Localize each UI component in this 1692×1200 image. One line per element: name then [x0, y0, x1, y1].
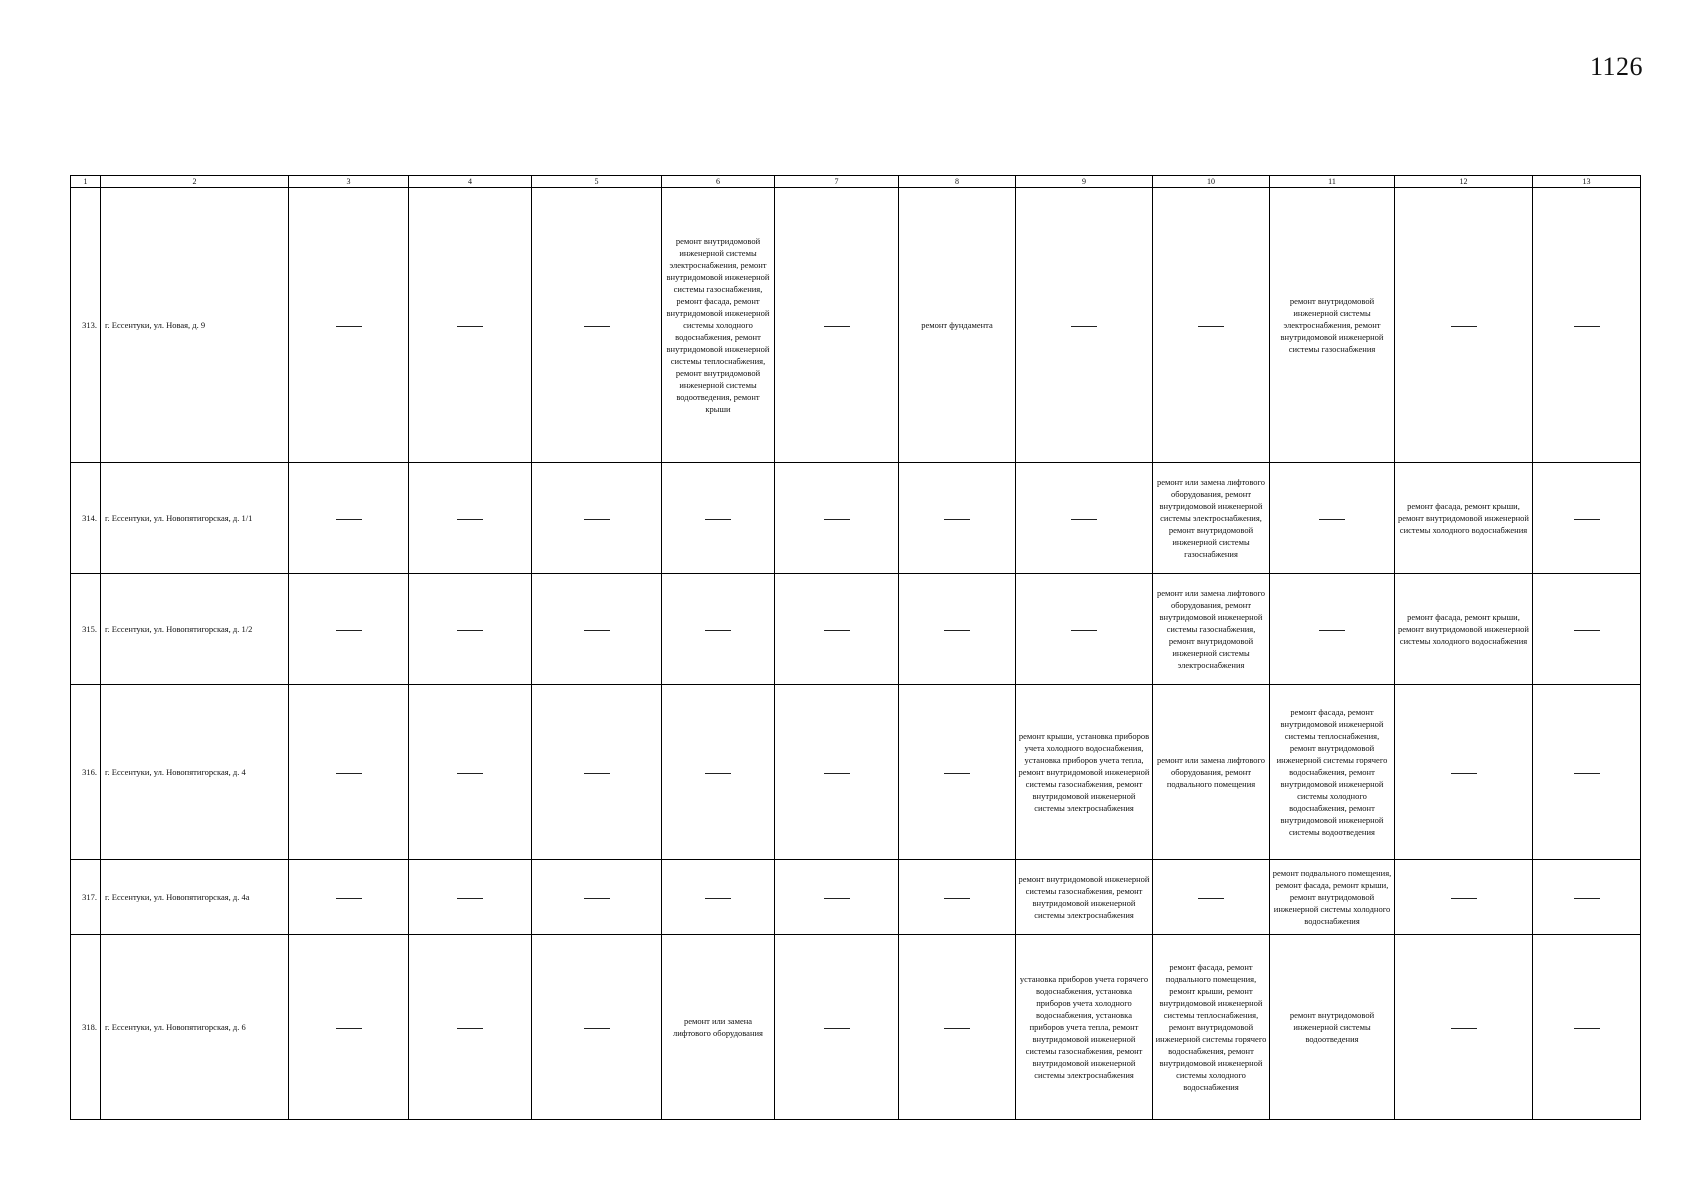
work-cell-col-8	[899, 860, 1016, 935]
dash-mark	[457, 630, 483, 631]
work-cell-col-4	[409, 935, 532, 1120]
column-header-2: 2	[101, 176, 289, 188]
work-cell-col-12: ремонт фасада, ремонт крыши, ремонт внутридомовой инженерной системы холодного водоснабжения	[1395, 574, 1533, 685]
work-cell-col-5	[532, 574, 662, 685]
work-cell-col-9: установка приборов учета горячего водоснабжения, установка приборов учета холодного водоснабжения, установка приборов учета тепла, ремонт внутридомовой инженерной системы газоснабжения, ремонт внутридомовой инженерной системы электроснабжения	[1016, 935, 1153, 1120]
work-cell-col-3	[289, 685, 409, 860]
work-cell-col-8	[899, 574, 1016, 685]
dash-mark	[824, 519, 850, 520]
table-body	[71, 188, 1641, 1120]
work-cell-col-10: ремонт или замена лифтового оборудования, ремонт внутридомовой инженерной системы газоснабжения, ремонт внутридомовой инженерной системы электроснабжения	[1153, 574, 1270, 685]
work-cell-col-10	[1153, 188, 1270, 463]
dash-mark	[824, 326, 850, 327]
works-table	[70, 175, 1641, 1120]
work-cell-col-3	[289, 935, 409, 1120]
table-row	[71, 935, 1641, 1120]
dash-mark	[705, 630, 731, 631]
work-cell-col-4	[409, 574, 532, 685]
work-cell-col-13	[1533, 935, 1641, 1120]
dash-mark	[1574, 630, 1600, 631]
work-cell-col-4	[409, 188, 532, 463]
work-cell-col-12	[1395, 188, 1533, 463]
work-cell-col-13	[1533, 860, 1641, 935]
dash-mark	[1451, 326, 1477, 327]
dash-mark	[457, 326, 483, 327]
dash-mark	[457, 898, 483, 899]
dash-mark	[944, 1028, 970, 1029]
work-cell-col-8	[899, 685, 1016, 860]
dash-mark	[944, 519, 970, 520]
table-row	[71, 188, 1641, 463]
work-cell-col-5	[532, 685, 662, 860]
dash-mark	[824, 630, 850, 631]
column-header-11: 11	[1270, 176, 1395, 188]
row-number: 315.	[71, 574, 101, 685]
work-cell-col-10	[1153, 860, 1270, 935]
work-cell-col-9	[1016, 188, 1153, 463]
dash-mark	[584, 1028, 610, 1029]
dash-mark	[1574, 519, 1600, 520]
table-row	[71, 685, 1641, 860]
work-cell-col-6	[662, 463, 775, 574]
work-cell-col-3	[289, 188, 409, 463]
address-cell: г. Ессентуки, ул. Новая, д. 9	[101, 188, 289, 463]
dash-mark	[336, 898, 362, 899]
address-cell: г. Ессентуки, ул. Новопятигорская, д. 1/1	[101, 463, 289, 574]
column-header-5: 5	[532, 176, 662, 188]
work-cell-col-3	[289, 463, 409, 574]
dash-mark	[336, 773, 362, 774]
work-cell-col-5	[532, 935, 662, 1120]
work-cell-col-11: ремонт фасада, ремонт внутридомовой инженерной системы теплоснабжения, ремонт внутридомовой инженерной системы горячего водоснабжения, ремонт внутридомовой инженерной системы холодного водоснабжения, ремонт внутридомовой инженерной системы водоотведения	[1270, 685, 1395, 860]
header-row	[71, 176, 1641, 188]
dash-mark	[705, 773, 731, 774]
dash-mark	[1071, 519, 1097, 520]
row-number: 318.	[71, 935, 101, 1120]
dash-mark	[1198, 326, 1224, 327]
work-cell-col-13	[1533, 463, 1641, 574]
dash-mark	[1451, 1028, 1477, 1029]
dash-mark	[824, 1028, 850, 1029]
work-cell-col-11	[1270, 574, 1395, 685]
address-cell: г. Ессентуки, ул. Новопятигорская, д. 4	[101, 685, 289, 860]
work-cell-col-10: ремонт или замена лифтового оборудования, ремонт подвального помещения	[1153, 685, 1270, 860]
dash-mark	[1071, 326, 1097, 327]
row-number: 317.	[71, 860, 101, 935]
work-cell-col-13	[1533, 574, 1641, 685]
work-cell-col-12: ремонт фасада, ремонт крыши, ремонт внутридомовой инженерной системы холодного водоснабжения	[1395, 463, 1533, 574]
column-header-3: 3	[289, 176, 409, 188]
dash-mark	[1574, 326, 1600, 327]
address-cell: г. Ессентуки, ул. Новопятигорская, д. 6	[101, 935, 289, 1120]
dash-mark	[705, 898, 731, 899]
table-row	[71, 463, 1641, 574]
dash-mark	[1319, 630, 1345, 631]
table-header	[71, 176, 1641, 188]
work-cell-col-10: ремонт фасада, ремонт подвального помещения, ремонт крыши, ремонт внутридомовой инженерной системы теплоснабжения, ремонт внутридомовой инженерной системы горячего водоснабжения, ремонт внутридомовой инженерной системы холодного водоснабжения	[1153, 935, 1270, 1120]
work-cell-col-12	[1395, 860, 1533, 935]
column-header-12: 12	[1395, 176, 1533, 188]
dash-mark	[457, 773, 483, 774]
dash-mark	[824, 898, 850, 899]
work-cell-col-11: ремонт внутридомовой инженерной системы водоотведения	[1270, 935, 1395, 1120]
work-cell-col-3	[289, 574, 409, 685]
work-cell-col-6: ремонт внутридомовой инженерной системы электроснабжения, ремонт внутридомовой инженерной системы газоснабжения, ремонт фасада, ремонт внутридомовой инженерной системы холодного водоснабжения, ремонт внутридомовой инженерной системы теплоснабжения, ремонт внутридомовой инженерной системы водоотведения, ремонт крыши	[662, 188, 775, 463]
dash-mark	[1319, 519, 1345, 520]
row-number: 313.	[71, 188, 101, 463]
work-cell-col-11: ремонт подвального помещения, ремонт фасада, ремонт крыши, ремонт внутридомовой инженерной системы холодного водоснабжения	[1270, 860, 1395, 935]
dash-mark	[705, 519, 731, 520]
row-number: 314.	[71, 463, 101, 574]
table-row	[71, 574, 1641, 685]
column-header-9: 9	[1016, 176, 1153, 188]
work-cell-col-12	[1395, 935, 1533, 1120]
work-cell-col-5	[532, 188, 662, 463]
work-cell-col-6	[662, 574, 775, 685]
work-cell-col-11: ремонт внутридомовой инженерной системы электроснабжения, ремонт внутридомовой инженерной системы газоснабжения	[1270, 188, 1395, 463]
work-cell-col-9: ремонт крыши, установка приборов учета холодного водоснабжения, установка приборов учета тепла, ремонт внутридомовой инженерной системы газоснабжения, ремонт внутридомовой инженерной системы электроснабжения	[1016, 685, 1153, 860]
dash-mark	[584, 773, 610, 774]
work-cell-col-6	[662, 860, 775, 935]
address-cell: г. Ессентуки, ул. Новопятигорская, д. 1/2	[101, 574, 289, 685]
work-cell-col-8	[899, 935, 1016, 1120]
dash-mark	[1451, 898, 1477, 899]
dash-mark	[1198, 898, 1224, 899]
dash-mark	[584, 519, 610, 520]
dash-mark	[1071, 630, 1097, 631]
dash-mark	[944, 773, 970, 774]
dash-mark	[584, 898, 610, 899]
dash-mark	[457, 519, 483, 520]
work-cell-col-4	[409, 463, 532, 574]
work-cell-col-13	[1533, 685, 1641, 860]
dash-mark	[336, 519, 362, 520]
work-cell-col-5	[532, 463, 662, 574]
work-cell-col-9	[1016, 574, 1153, 685]
dash-mark	[584, 630, 610, 631]
dash-mark	[1451, 773, 1477, 774]
page-number: 1126	[1590, 52, 1644, 81]
work-cell-col-8: ремонт фундамента	[899, 188, 1016, 463]
table-row	[71, 860, 1641, 935]
row-number: 316.	[71, 685, 101, 860]
work-cell-col-6	[662, 685, 775, 860]
dash-mark	[457, 1028, 483, 1029]
dash-mark	[824, 773, 850, 774]
dash-mark	[336, 326, 362, 327]
work-cell-col-4	[409, 685, 532, 860]
column-header-6: 6	[662, 176, 775, 188]
dash-mark	[336, 1028, 362, 1029]
dash-mark	[1574, 1028, 1600, 1029]
dash-mark	[944, 898, 970, 899]
work-cell-col-9	[1016, 463, 1153, 574]
column-header-1: 1	[71, 176, 101, 188]
column-header-4: 4	[409, 176, 532, 188]
column-header-13: 13	[1533, 176, 1641, 188]
dash-mark	[336, 630, 362, 631]
work-cell-col-3	[289, 860, 409, 935]
dash-mark	[944, 630, 970, 631]
address-cell: г. Ессентуки, ул. Новопятигорская, д. 4а	[101, 860, 289, 935]
work-cell-col-12	[1395, 685, 1533, 860]
dash-mark	[1574, 773, 1600, 774]
work-cell-col-9: ремонт внутридомовой инженерной системы газоснабжения, ремонт внутридомовой инженерной системы электроснабжения	[1016, 860, 1153, 935]
work-cell-col-13	[1533, 188, 1641, 463]
column-header-8: 8	[899, 176, 1016, 188]
work-cell-col-6: ремонт или замена лифтового оборудования	[662, 935, 775, 1120]
work-cell-col-7	[775, 935, 899, 1120]
work-cell-col-7	[775, 463, 899, 574]
work-cell-col-11	[1270, 463, 1395, 574]
work-cell-col-7	[775, 685, 899, 860]
work-cell-col-7	[775, 574, 899, 685]
dash-mark	[584, 326, 610, 327]
work-cell-col-8	[899, 463, 1016, 574]
dash-mark	[1574, 898, 1600, 899]
column-header-10: 10	[1153, 176, 1270, 188]
work-cell-col-5	[532, 860, 662, 935]
work-cell-col-10: ремонт или замена лифтового оборудования, ремонт внутридомовой инженерной системы электроснабжения, ремонт внутридомовой инженерной системы газоснабжения	[1153, 463, 1270, 574]
work-cell-col-4	[409, 860, 532, 935]
column-header-7: 7	[775, 176, 899, 188]
work-cell-col-7	[775, 860, 899, 935]
work-cell-col-7	[775, 188, 899, 463]
